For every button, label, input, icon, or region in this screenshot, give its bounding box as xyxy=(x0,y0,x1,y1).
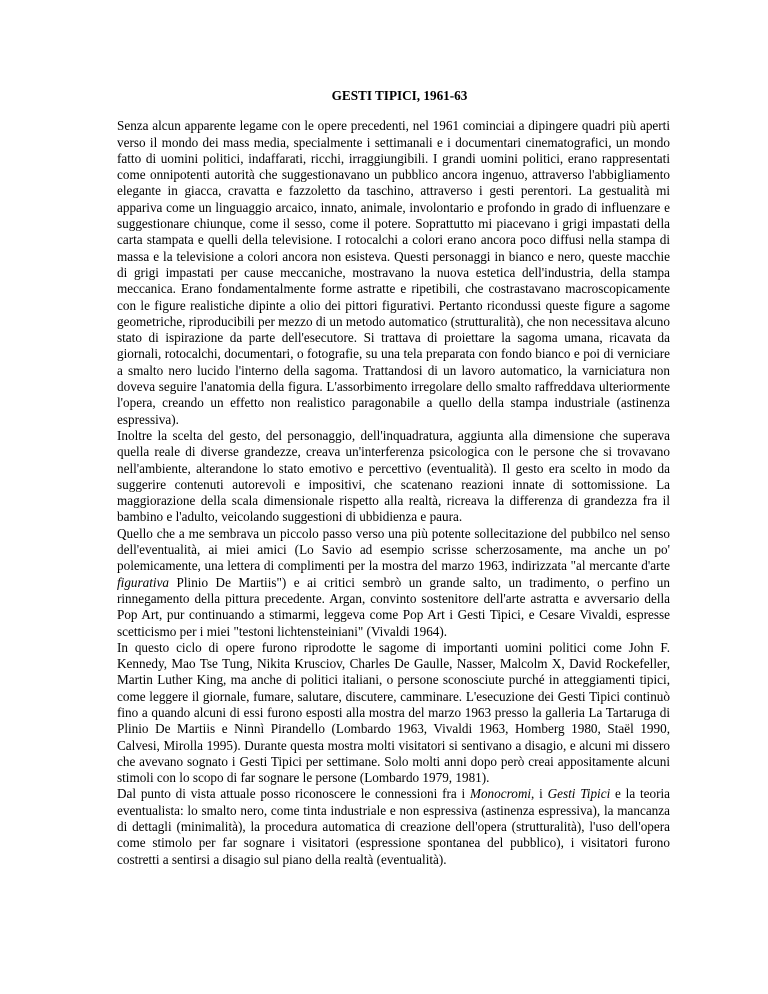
paragraph-2: Inoltre la scelta del gesto, del personaggio, dell'inquadratura, aggiunta alla dimensione che superava quella reale di diverse grandezze, creava un'interferenza psicologica con le persone che si trovavano nell'ambiente, alterandone lo stato emotivo e percettivo (eventualità). Il gesto era scelto in modo da suggerire contenuti autorevoli e impositivi, che scatenano reazioni innate di sottomissione. La maggiorazione della scala dimensionale rispetto alla realtà, ricreava la differenza di grandezza fra il bambino e l'adulto, veicolando suggestioni di ubbidienza e paura. xyxy=(117,427,670,525)
paragraph-5-text-a: Dal punto di vista attuale posso riconoscere le connessioni fra i xyxy=(117,786,470,802)
paragraph-5-emphasis-gesti-tipici: Gesti Tipici xyxy=(547,786,611,802)
paragraph-1: Senza alcun apparente legame con le opere precedenti, nel 1961 cominciai a dipingere quadri più aperti verso il mondo dei mass media, specialmente i settimanali e i documentari cinematografici, un mondo fatto di uomini politici, indaffarati, ricchi, irraggiungibili. I grandi uomini politici, erano rappresentati come onnipotenti autorità che suggestionavano un pubblico ancora ingenuo, attraverso l'abbigliamento elegante in giacca, cravatta e fazzoletto da taschino, attraverso i gesti perentori. La gestualità mi appariva come un linguaggio arcaico, innato, animale, involontario e profondo in grado di influenzare e suggestionare chiunque, come il sesso, come il potere. Soprattutto mi piacevano i grigi impastati della carta stampata e quelli della televisione. I rotocalchi a colori erano ancora poco diffusi nella stampa di massa e la televisione a colori ancora non esisteva. Questi personaggi in bianco e nero, queste macchie di grigi impastati per cause meccaniche, mostravano la nuova estetica dell'industria, della stampa meccanica. Erano fondamentalmente forme astratte e ripetibili, che costrastavano macroscopicamente con le figure realistiche dipinte a olio dei pittori figurativi. Pertanto ricondussi queste figure a sagome geometriche, riproducibili per mezzo di un metodo automatico (strutturalità), che non necessitava alcuno stato di ispirazione da parte dell'esecutore. Si trattava di proiettare la sagoma umana, ricavata da giornali, rotocalchi, documentari, o fotografie, su una tela preparata con fondo bianco e poi di verniciare a smalto nero lucido l'interno della sagoma. Trattandosi di un lavoro automatico, la varniciatura non doveva seguire l'anatomia della figura. L'assorbimento irregolare dello smalto raffreddava ulteriormente l'opera, creando un effetto non realistico paragonabile a quello della stampa industriale (astinenza espressiva). xyxy=(117,118,670,427)
document-page xyxy=(117,88,670,868)
paragraph-5-text-c: e la teoria eventualista: lo smalto nero, come tinta industriale e non espressiva (astinenza espressiva), la mancanza di dettagli (minimalità), la procedura automatica di creazione dell'opera (strutturalità), l'uso dell'opera come stimolo per far sognare i visitatori (espressione spontanea del pubblico), i visitatori furono costretti a sentirsi a disagio sul piano della realtà (eventualità). xyxy=(117,786,670,867)
document-title: GESTI TIPICI, 1961-63 xyxy=(331,88,468,103)
paragraph-3 xyxy=(117,526,670,640)
paragraph-5 xyxy=(117,786,670,867)
paragraph-5-text-b: , i xyxy=(531,786,548,802)
paragraph-3-emphasis: figurativa xyxy=(117,574,170,590)
paragraph-3-text-b: Plinio De Martiis") e ai critici sembrò un grande salto, un tradimento, o perfino un rinnegamento della pittura precedente. Argan, convinto sostenitore dell'arte astratta e avversario della Pop Art, pur continuando a stimarmi, leggeva come Pop Art i Gesti Tipici, e Cesare Vivaldi, espresse scetticismo per i miei "testoni lichtensteiniani" (Vivaldi 1964). xyxy=(117,574,670,639)
paragraph-3-text-a: Quello che a me sembrava un piccolo passo verso una più potente sollecitazione del pubbilco nel senso dell'eventualità, ai miei amici (Lo Savio ad esempio scrisse scherzosamente, ma anche un po' polemicamente, una lettera di complimenti per la mostra del marzo 1963, indirizzata "al mercante d'arte xyxy=(117,525,670,574)
paragraph-4: In questo ciclo di opere furono riprodotte le sagome di importanti uomini politici come John F. Kennedy, Mao Tse Tung, Nikita Krusciov, Charles De Gaulle, Nasser, Malcolm X, David Rockefeller, Martin Luther King, ma anche di politici italiani, o persone sconosciute purché in atteggiamenti tipici, come leggere il giornale, fumare, salutare, discutere, camminare. L'esecuzione dei Gesti Tipici continuò fino a quando alcuni di essi furono esposti alla mostra del marzo 1963 presso la galleria La Tartaruga di Plinio De Martiis e Ninnì Pirandello (Lombardo 1963, Vivaldi 1963, Homberg 1980, Staël 1990, Calvesi, Mirolla 1995). Durante questa mostra molti visitatori si sentivano a disagio, e alcuni mi dissero che avevano sognato i Gesti Tipici per settimane. Solo molti anni dopo però creai appositamente alcuni stimoli con lo scopo di far sognare le persone (Lombardo 1979, 1981). xyxy=(117,639,670,786)
paragraph-5-emphasis-monocromi: Monocromi xyxy=(469,786,532,802)
